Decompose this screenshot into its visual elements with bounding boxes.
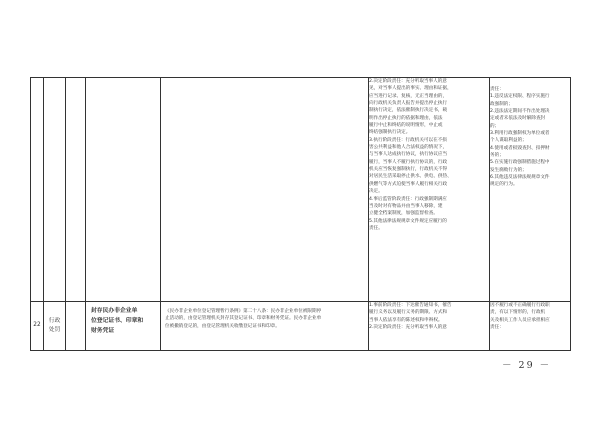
text-line: 5.其他法律法规规章文件规定应履行的 — [369, 218, 447, 224]
item-name — [91, 306, 157, 336]
item-name-cell — [86, 302, 161, 351]
text-line: 止活动的，由登记管理机关封存其登记证书、印章和财务凭证。民办非企业单 — [165, 316, 322, 322]
number-cell — [31, 78, 44, 302]
text-line: 责任： — [490, 87, 504, 92]
text-line: 的； — [490, 123, 500, 129]
text-line: 履行，当事人不履行执行协议的，行政 — [369, 159, 448, 165]
text-line: 因不履行或不正确履行行政职 — [490, 303, 550, 308]
text-line: 对居民生活采取停止供水、供电、供热、 — [369, 174, 452, 180]
text-line: 6.其他违反法律法规规章文件 — [490, 175, 550, 181]
text-line: 害公共利益和他人合法权益的情况下， — [369, 145, 448, 151]
subcategory-cell — [66, 78, 86, 302]
text-line: 应当进行记录、复核，无正当理由的， — [369, 93, 448, 99]
text-line: 4.使用或者损毁查封、扣押财 — [490, 145, 550, 151]
text-line: 当事人依法享有的陈述权和申辩权。 — [369, 317, 443, 323]
accountability-text — [490, 302, 570, 331]
text-line: 3.利用行政强制权为单位或者 — [490, 131, 550, 137]
text-line: 当及时对有物品并由当事人移除，建 — [369, 203, 443, 209]
text-line: 履行义务以及履行义务的期限、方式和 — [369, 310, 448, 316]
text-line: 2.违法法定期间不作出处理决 — [490, 109, 550, 115]
accountability-cell — [490, 302, 571, 351]
text-line: 机关应当恢复强制执行，行政机关不得 — [369, 167, 448, 173]
accountability-text — [490, 86, 570, 189]
page-number: － 29 － — [502, 360, 552, 371]
text-line: 处罚 — [48, 327, 61, 333]
text-line: 见，对当事人提出的事实、理由和证据， — [369, 86, 452, 92]
text-line: 封存民办非企业单 — [91, 308, 138, 314]
text-line: 政强制的； — [490, 101, 513, 107]
text-line: 5.在实施行政强制措施过程中 — [490, 160, 550, 166]
text-line: 终结强制执行决定。 — [369, 130, 411, 136]
text-line: 与当事人达成执行协议，执行协议应当 — [369, 152, 448, 158]
basis-cell — [161, 78, 369, 302]
text-line: 责任： — [490, 325, 504, 331]
table-row — [31, 302, 571, 351]
accountability-cell — [490, 78, 571, 302]
text-line: 务的； — [490, 153, 504, 159]
text-line: 3.执行阶段责任：行政机关可以在不损 — [369, 137, 447, 143]
responsibility-text — [369, 78, 489, 232]
text-line: 1.违反法定权限、程序实施行 — [490, 94, 550, 100]
text-line: 个人谋取利益的； — [490, 138, 527, 144]
text-line: 责任。 — [369, 225, 383, 231]
text-line: 4.事后监管阶段责任：行政强制期满应 — [369, 196, 447, 202]
text-line: 向行政机关负责人报告并提出停止执行 — [369, 101, 448, 107]
text-line: 定或者未依法及时解除查封 — [490, 116, 546, 122]
category-cell — [44, 302, 66, 351]
text-line: 2.决定阶段责任：充分听取当事人的意 — [369, 79, 447, 84]
responsibility-table — [30, 77, 571, 351]
category-label — [44, 317, 65, 335]
text-line: 2.决定阶段责任：充分听取当事人的意 — [369, 325, 447, 331]
text-line: 行政 — [48, 318, 61, 324]
text-line: 规定的行为。 — [490, 182, 518, 188]
text-line: 履行中止和终结的说明情形，中止或 — [369, 123, 443, 129]
text-line: 明作出停止执行的依据和理由，依法 — [369, 115, 443, 121]
table-row — [31, 78, 571, 302]
responsibility-text — [369, 302, 489, 331]
text-line: 发生腐败行为的； — [490, 167, 527, 173]
text-line: 关及相关工作人员应承担相应 — [490, 317, 550, 323]
responsibility-cell — [369, 302, 490, 351]
row-number: 22 — [31, 302, 44, 351]
legal-basis-text — [165, 308, 365, 330]
subcategory-cell — [66, 302, 86, 351]
responsibility-cell — [369, 78, 490, 302]
text-line: 位被撤销登记的，由登记管理机关收缴登记证书和印章。 — [165, 323, 280, 329]
text-line: 财务凭证 — [91, 328, 115, 334]
text-line: 责，有以下情形的，行政机 — [490, 310, 546, 316]
legal-basis-cell — [161, 302, 369, 351]
item-cell — [86, 78, 161, 302]
text-line: 供燃气等方式迫使当事人履行相关行政 — [369, 181, 448, 187]
text-line: 《民办非企业单位登记管理暂行条例》第二十八条：民办非企业单位被限期停 — [165, 309, 322, 314]
text-line: 立健全档案制度，加强监督检查。 — [369, 211, 438, 217]
text-line: 决定。 — [369, 189, 383, 195]
text-line: 1.事前阶段责任：下达催告通知书，催告 — [369, 303, 452, 308]
text-line: 制执行决定，依法催制执行决定书，载 — [369, 108, 448, 114]
category-cell — [44, 78, 66, 302]
text-line: 位登记证书、印章和 — [91, 318, 144, 324]
